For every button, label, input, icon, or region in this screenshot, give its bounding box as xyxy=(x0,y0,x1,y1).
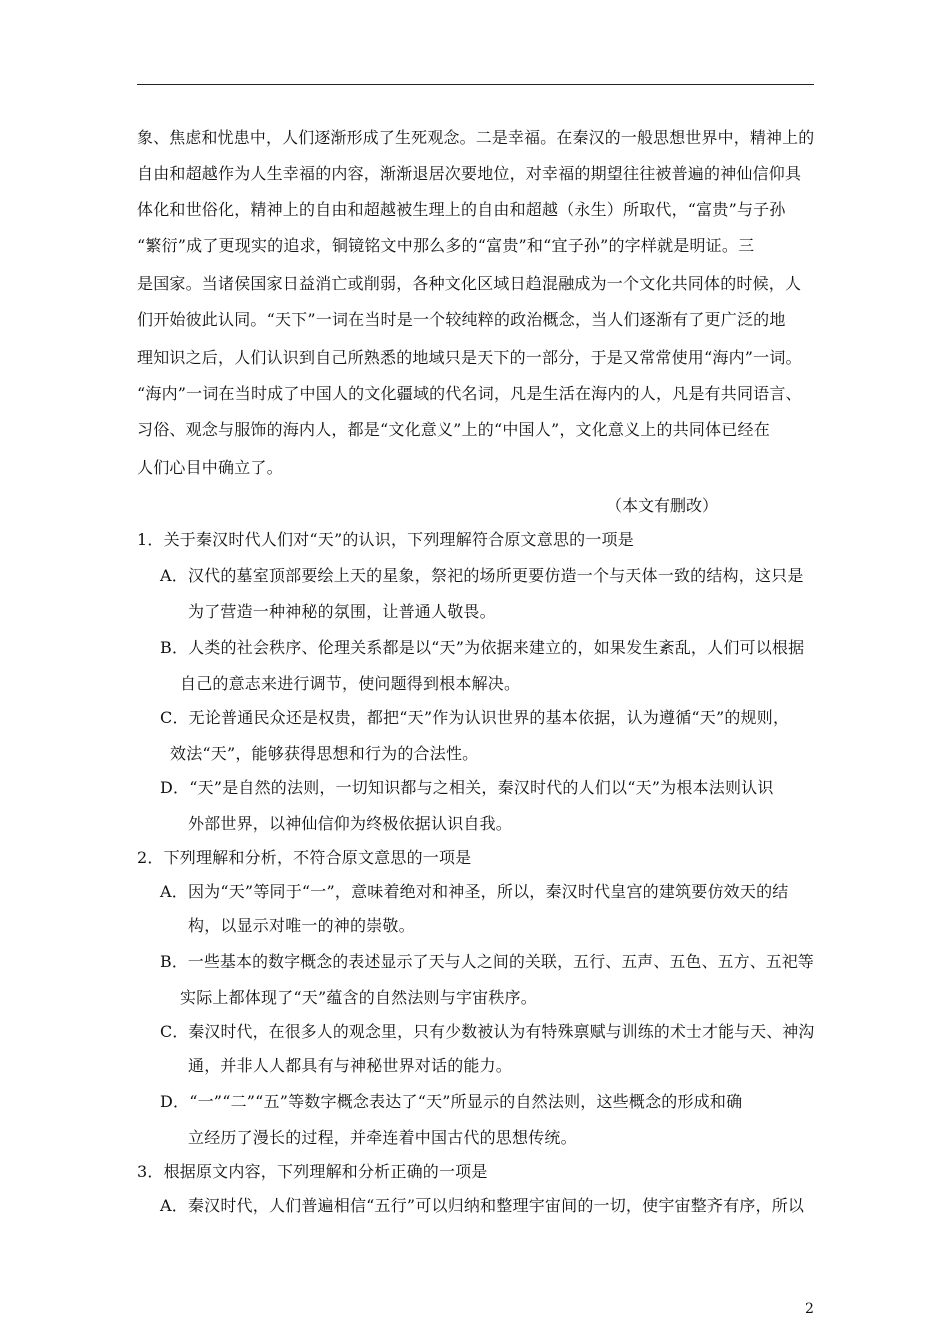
passage-line: 自由和超越作为人生幸福的内容，渐渐退居次要地位，对幸福的期望往往被普遍的神仙信仰具 xyxy=(137,164,802,183)
option-c-cont: 通，并非人人都具有与神秘世界对话的能力。 xyxy=(188,1056,513,1075)
option-d-cont: 外部世界，以神仙信仰为终极依据认识自我。 xyxy=(188,814,513,833)
question-stem: 2．下列理解和分析，不符合原文意思的一项是 xyxy=(137,848,472,867)
passage-line: 是国家。当诸侯国家日益消亡或削弱，各种文化区域日趋混融成为一个文化共同体的时候，人 xyxy=(137,274,802,293)
option-c: C．无论普通民众还是权贵，都把“天”作为认识世界的基本依据，认为遵循“天”的规则， xyxy=(160,708,790,727)
question-stem: 1．关于秦汉时代人们对“天”的认识，下列理解符合原文意思的一项是 xyxy=(137,530,634,549)
option-c: C．秦汉时代，在很多人的观念里，只有少数被认为有特殊禀赋与训练的术士才能与天、神沟 xyxy=(160,1022,815,1041)
passage-line: 习俗、观念与服饰的海内人，都是“文化意义”上的“中国人”，文化意义上的共同体已经在 xyxy=(137,420,770,439)
option-d-cont: 立经历了漫长的过程，并牵连着中国古代的思想传统。 xyxy=(188,1128,577,1147)
question-stem: 3．根据原文内容，下列理解和分析正确的一项是 xyxy=(137,1162,488,1181)
passage-line: 体化和世俗化，精神上的自由和超越被生理上的自由和超越（永生）所取代，“富贵”与子孙 xyxy=(137,200,786,219)
passage-line: “海内”一词在当时成了中国人的文化疆域的代名词，凡是生活在海内的人，凡是有共同语言、 xyxy=(137,384,802,403)
option-b-cont: 实际上都体现了“天”蕴含的自然法则与宇宙秩序。 xyxy=(180,988,537,1007)
option-a: A．秦汉时代，人们普遍相信“五行”可以归纳和整理宇宙间的一切，使宇宙整齐有序，所以 xyxy=(160,1196,805,1215)
option-a-cont: 构，以显示对唯一的神的崇敬。 xyxy=(188,916,415,935)
option-a: A．汉代的墓室顶部要绘上天的星象，祭祀的场所更要仿造一个与天体一致的结构，这只是 xyxy=(160,566,804,585)
passage-line: 们开始彼此认同。“天下”一词在当时是一个较纯粹的政治概念，当人们逐渐有了更广泛的地 xyxy=(137,310,786,329)
passage-line: “繁衍”成了更现实的追求，铜镜铭文中那么多的“富贵”和“宜子孙”的字样就是明证。三 xyxy=(137,236,755,255)
option-d: D．“一”“二”“五”等数字概念表达了“天”所显示的自然法则，这些概念的形成和确 xyxy=(160,1092,743,1111)
page-number: 2 xyxy=(805,1301,814,1317)
passage-line: 人们心目中确立了。 xyxy=(137,458,283,477)
option-a-cont: 为了营造一种神秘的氛围，让普通人敬畏。 xyxy=(188,602,496,621)
option-b-cont: 自己的意志来进行调节，使问题得到根本解决。 xyxy=(180,674,521,693)
option-b: B．一些基本的数字概念的表述显示了天与人之间的关联，五行、五声、五色、五方、五祀等 xyxy=(160,952,814,971)
option-b: B．人类的社会秩序、伦理关系都是以“天”为依据来建立的，如果发生紊乱，人们可以根据 xyxy=(160,638,805,657)
passage-line: 理知识之后，人们认识到自己所熟悉的地域只是天下的一部分，于是又常常使用“海内”一词。 xyxy=(137,348,802,367)
header-rule xyxy=(137,84,814,85)
option-d: D．“天”是自然的法则，一切知识都与之相关，秦汉时代的人们以“天”为根本法则认识 xyxy=(160,778,774,797)
option-a: A．因为“天”等同于“一”，意味着绝对和神圣，所以，秦汉时代皇宫的建筑要仿效天的结 xyxy=(160,882,789,901)
option-c-cont: 效法“天”，能够获得思想和行为的合法性。 xyxy=(170,744,479,763)
source-note: （本文有删改） xyxy=(606,496,719,515)
passage-line: 象、焦虑和忧患中，人们逐渐形成了生死观念。二是幸福。在秦汉的一般思想世界中，精神上的 xyxy=(137,128,815,147)
